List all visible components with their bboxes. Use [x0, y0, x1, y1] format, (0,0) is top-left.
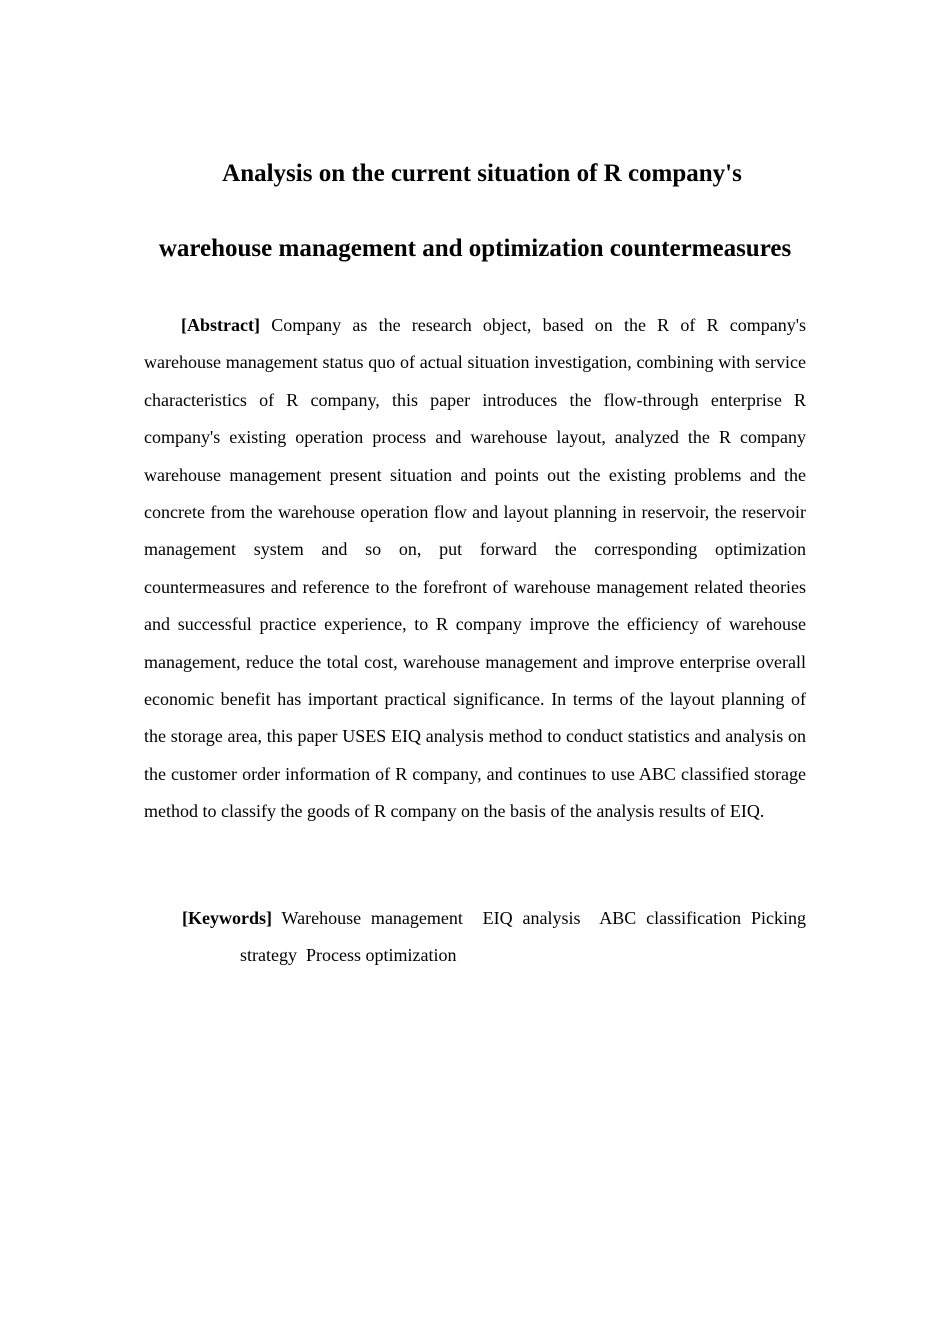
paper-title-line-1: Analysis on the current situation of R company's: [222, 160, 742, 187]
abstract-paragraph: [144, 307, 806, 831]
keywords-text: Warehouse management EIQ analysis ABC classification Picking strategy Process optimization: [240, 908, 811, 966]
keywords-paragraph: [144, 900, 811, 975]
paper-title-line-2: warehouse management and optimization countermeasures: [158, 235, 792, 262]
keywords-label: [Keywords]: [182, 908, 272, 928]
abstract-text: Company as the research object, based on the R of R company's warehouse management status quo of actual situation investigation, combining with service characteristics of R company, this paper introduces the flow-through enterprise R company's existing operation process and warehouse layout, analyzed the R company warehouse management present situation and points out the existing problems and the concrete from the warehouse operation flow and layout planning in reservoir, the reservoir management system and so on, put forward the corresponding optimization countermeasures and reference to the forefront of warehouse management related theories and successful practice experience, to R company improve the efficiency of warehouse management, reduce the total cost, warehouse management and improve enterprise overall economic benefit has important practical significance. In terms of the layout planning of the storage area, this paper USES EIQ analysis method to conduct statistics and analysis on the customer order information of R company, and continues to use ABC classified storage method to classify the goods of R company on the basis of the analysis results of EIQ.: [144, 315, 806, 822]
abstract-label: [Abstract]: [181, 315, 260, 335]
